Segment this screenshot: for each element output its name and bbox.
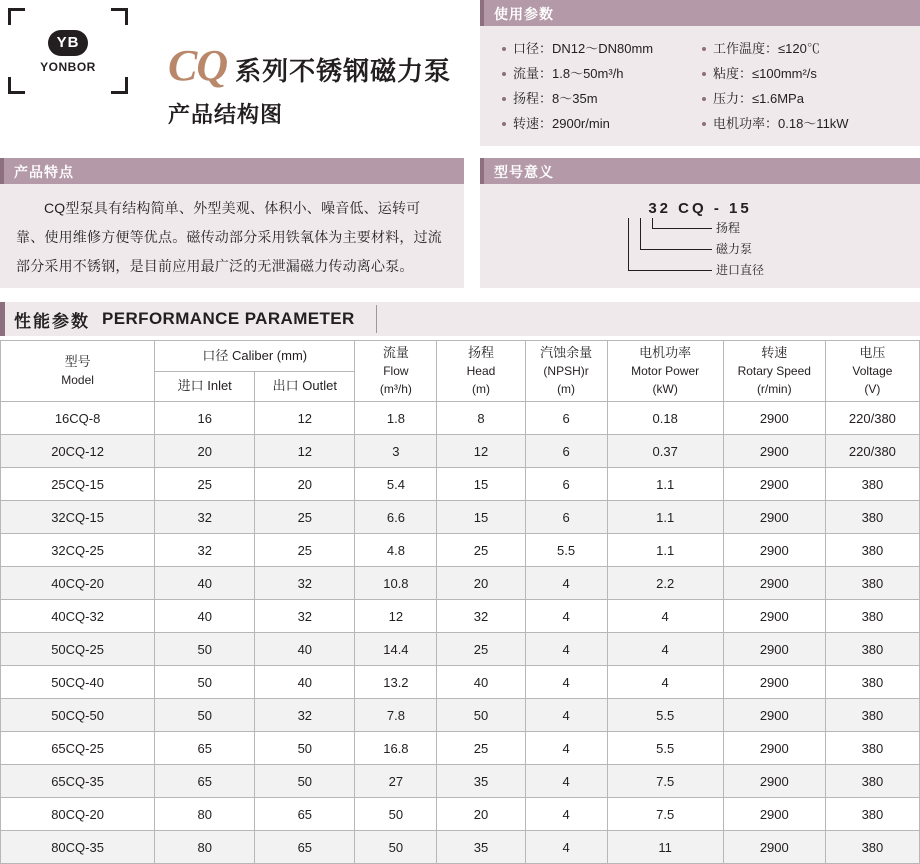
logo-corner-top-right	[111, 8, 128, 25]
usage-panel-title: 使用参数	[494, 6, 554, 22]
usage-item-text: 粘度：≤100mm²/s	[713, 66, 817, 81]
table-head	[1, 341, 920, 402]
usage-item-text: 扬程：8～35m	[513, 91, 598, 106]
leader-line-horizontal-1	[652, 228, 712, 229]
col-header-rotary-speed-unit: (r/min)	[756, 382, 792, 396]
table-cell: 25	[437, 732, 525, 765]
performance-title-cn: 性能参数	[14, 311, 90, 331]
table-row	[1, 765, 920, 798]
brand-block	[0, 0, 480, 150]
product-series-code: CQ	[168, 41, 228, 90]
cell-model: 50CQ-25	[1, 633, 155, 666]
cell-model: 20CQ-12	[1, 435, 155, 468]
logo-wordmark: YONBOR	[40, 60, 96, 74]
logo-mark-icon: YB	[48, 30, 88, 56]
col-header-head-cn: 扬程	[467, 345, 494, 360]
table-cell: 16	[155, 402, 255, 435]
usage-parameters-panel	[480, 0, 920, 146]
table-cell: 12	[255, 435, 355, 468]
middle-section	[0, 158, 920, 288]
table-cell: 40	[155, 600, 255, 633]
table-row	[1, 402, 920, 435]
table-cell: 65	[255, 798, 355, 831]
table-cell: 20	[437, 798, 525, 831]
company-logo	[8, 8, 128, 94]
table-cell: 2900	[723, 468, 825, 501]
table-row	[1, 435, 920, 468]
table-cell: 1.1	[607, 468, 723, 501]
table-cell: 14.4	[355, 633, 437, 666]
col-header-npsh-en: (NPSH)r	[543, 364, 589, 378]
cell-model: 40CQ-32	[1, 600, 155, 633]
table-cell: 6	[525, 501, 607, 534]
usage-item	[502, 61, 702, 86]
table-cell: 32	[155, 534, 255, 567]
table-cell: 380	[825, 468, 919, 501]
usage-grid	[480, 26, 920, 136]
table-cell: 4	[525, 831, 607, 864]
table-row	[1, 501, 920, 534]
table-cell: 380	[825, 798, 919, 831]
table-cell: 2900	[723, 534, 825, 567]
table-cell: 4	[525, 699, 607, 732]
usage-item-text: 电机功率：0.18～11kW	[713, 116, 849, 131]
cell-model: 32CQ-25	[1, 534, 155, 567]
col-header-flow-en: Flow	[383, 364, 409, 378]
table-row	[1, 633, 920, 666]
model-header-accent-bar	[480, 158, 484, 184]
table-cell: 32	[255, 699, 355, 732]
usage-header-accent-bar	[480, 0, 484, 26]
col-header-caliber: 口径 Caliber (mm)	[155, 341, 355, 372]
table-cell: 13.2	[355, 666, 437, 699]
table-cell: 7.5	[607, 765, 723, 798]
table-cell: 2900	[723, 666, 825, 699]
bullet-dot-icon	[502, 47, 506, 51]
table-cell: 380	[825, 699, 919, 732]
table-cell: 25	[255, 501, 355, 534]
features-panel-title: 产品特点	[14, 164, 74, 180]
table-cell: 50	[437, 699, 525, 732]
table-cell: 4.8	[355, 534, 437, 567]
table-cell: 50	[255, 765, 355, 798]
bullet-dot-icon	[702, 72, 706, 76]
col-header-voltage-en: Voltage	[852, 364, 893, 378]
col-header-flow-cn: 流量	[382, 345, 409, 360]
table-cell: 40	[255, 666, 355, 699]
col-header-rotary-speed-cn: 转速	[761, 345, 788, 360]
table-cell: 220/380	[825, 402, 919, 435]
usage-item	[702, 86, 912, 111]
cell-model: 80CQ-35	[1, 831, 155, 864]
table-cell: 2900	[723, 600, 825, 633]
bullet-dot-icon	[502, 97, 506, 101]
table-row	[1, 600, 920, 633]
table-row	[1, 699, 920, 732]
table-cell: 3	[355, 435, 437, 468]
table-cell: 1.1	[607, 534, 723, 567]
bullet-dot-icon	[502, 72, 506, 76]
cell-model: 32CQ-15	[1, 501, 155, 534]
panel-gap	[464, 158, 480, 288]
table-row	[1, 831, 920, 864]
table-cell: 380	[825, 765, 919, 798]
table-cell: 12	[255, 402, 355, 435]
table-cell: 25	[437, 633, 525, 666]
col-header-model	[1, 341, 155, 402]
table-cell: 40	[155, 567, 255, 600]
table-cell: 5.5	[607, 699, 723, 732]
cell-model: 65CQ-25	[1, 732, 155, 765]
model-code-diagram	[480, 184, 920, 288]
table-cell: 16.8	[355, 732, 437, 765]
table-cell: 4	[525, 765, 607, 798]
cell-model: 80CQ-20	[1, 798, 155, 831]
table-cell: 65	[155, 765, 255, 798]
usage-item	[702, 111, 912, 136]
table-cell: 380	[825, 732, 919, 765]
table-cell: 32	[255, 600, 355, 633]
col-header-flow	[355, 341, 437, 402]
logo-corner-bottom-right	[111, 77, 128, 94]
table-cell: 2900	[723, 765, 825, 798]
table-cell: 4	[525, 732, 607, 765]
table-cell: 4	[607, 666, 723, 699]
table-cell: 6.6	[355, 501, 437, 534]
product-title-line1	[168, 41, 452, 90]
table-cell: 380	[825, 534, 919, 567]
features-header-accent-bar	[0, 158, 4, 184]
features-panel-header	[0, 158, 464, 184]
usage-item	[502, 111, 702, 136]
table-cell: 2900	[723, 732, 825, 765]
table-cell: 2900	[723, 501, 825, 534]
table-row	[1, 534, 920, 567]
table-cell: 380	[825, 567, 919, 600]
leader-line-vertical-1	[652, 218, 653, 228]
performance-title-en: PERFORMANCE PARAMETER	[102, 309, 355, 328]
table-cell: 6	[525, 468, 607, 501]
col-header-inlet: 进口 Inlet	[155, 371, 255, 402]
table-cell: 20	[437, 567, 525, 600]
table-cell: 15	[437, 501, 525, 534]
table-cell: 50	[155, 699, 255, 732]
performance-header-divider	[376, 305, 377, 333]
table-cell: 65	[155, 732, 255, 765]
leader-line-horizontal-3	[628, 270, 712, 271]
col-header-npsh-cn: 汽蚀余量	[540, 345, 593, 360]
col-header-voltage	[825, 341, 919, 402]
leader-line-vertical-3	[628, 218, 629, 270]
product-title	[168, 41, 452, 129]
table-cell: 15	[437, 468, 525, 501]
table-cell: 50	[155, 666, 255, 699]
product-title-cn: 系列不锈钢磁力泵	[235, 56, 452, 86]
model-label: 磁力泵	[716, 242, 753, 256]
usage-item	[702, 61, 912, 86]
table-body	[1, 402, 920, 864]
table-cell: 4	[607, 600, 723, 633]
table-cell: 0.37	[607, 435, 723, 468]
cell-model: 50CQ-50	[1, 699, 155, 732]
usage-item	[502, 86, 702, 111]
table-cell: 2900	[723, 633, 825, 666]
col-header-head	[437, 341, 525, 402]
usage-column-left	[502, 36, 702, 136]
table-cell: 35	[437, 831, 525, 864]
col-header-npsh-unit: (m)	[557, 382, 576, 396]
table-cell: 25	[437, 534, 525, 567]
usage-item-text: 转速：2900r/min	[513, 116, 610, 131]
table-cell: 2900	[723, 402, 825, 435]
table-cell: 2900	[723, 435, 825, 468]
bullet-dot-icon	[502, 122, 506, 126]
table-cell: 32	[255, 567, 355, 600]
table-cell: 25	[255, 534, 355, 567]
table-cell: 4	[525, 798, 607, 831]
table-cell: 10.8	[355, 567, 437, 600]
cell-model: 25CQ-15	[1, 468, 155, 501]
table-cell: 2900	[723, 831, 825, 864]
col-header-motor-power	[607, 341, 723, 402]
usage-item	[702, 36, 912, 61]
table-cell: 50	[355, 831, 437, 864]
leader-line-vertical-2	[640, 218, 641, 249]
bullet-dot-icon	[702, 47, 706, 51]
table-cell: 2900	[723, 798, 825, 831]
table-cell: 27	[355, 765, 437, 798]
table-cell: 380	[825, 666, 919, 699]
table-cell: 1.8	[355, 402, 437, 435]
usage-item	[502, 36, 702, 61]
header-section	[0, 0, 920, 150]
usage-column-right	[702, 36, 912, 136]
table-cell: 40	[437, 666, 525, 699]
usage-item-text: 压力：≤1.6MPa	[713, 91, 804, 106]
table-cell: 50	[255, 732, 355, 765]
model-code-text: 32 CQ - 15	[648, 200, 752, 217]
model-panel-title: 型号意义	[494, 164, 554, 180]
table-cell: 20	[155, 435, 255, 468]
table-cell: 32	[437, 600, 525, 633]
performance-table	[0, 340, 920, 864]
table-cell: 80	[155, 798, 255, 831]
col-header-motor-power-unit: (kW)	[652, 382, 678, 396]
model-label: 扬程	[716, 221, 741, 235]
product-subtitle: 产品结构图	[168, 102, 284, 127]
table-cell: 2900	[723, 567, 825, 600]
table-cell: 80	[155, 831, 255, 864]
table-row	[1, 567, 920, 600]
table-cell: 65	[255, 831, 355, 864]
table-cell: 380	[825, 633, 919, 666]
model-label: 进口直径	[716, 263, 765, 277]
col-header-voltage-unit: (V)	[864, 382, 881, 396]
table-cell: 380	[825, 501, 919, 534]
table-cell: 40	[255, 633, 355, 666]
col-header-rotary-speed-en: Rotary Speed	[737, 364, 811, 378]
features-panel	[0, 158, 464, 288]
table-header-row-1	[1, 341, 920, 372]
table-row	[1, 666, 920, 699]
features-body-text: CQ型泵具有结构简单、外型美观、体积小、噪音低、运转可靠、使用维修方便等优点。磁传动部分采用铁氧体为主要材料，过流部分采用不锈钢，是目前应用最广泛的无泄漏磁力传动离心泵。	[16, 200, 442, 274]
table-row	[1, 468, 920, 501]
usage-item-text: 工作温度：≤120℃	[713, 41, 820, 56]
usage-panel-header	[480, 0, 920, 26]
table-cell: 220/380	[825, 435, 919, 468]
table-cell: 1.1	[607, 501, 723, 534]
usage-item-text: 流量：1.8～50m³/h	[513, 66, 624, 81]
table-cell: 32	[155, 501, 255, 534]
cell-model: 16CQ-8	[1, 402, 155, 435]
table-cell: 5.4	[355, 468, 437, 501]
table-cell: 4	[525, 567, 607, 600]
table-cell: 25	[155, 468, 255, 501]
model-label-list	[716, 218, 764, 281]
performance-section-header	[0, 302, 920, 336]
col-header-npsh	[525, 341, 607, 402]
logo-corner-top-left	[8, 8, 25, 25]
logo-corner-bottom-left	[8, 77, 25, 94]
col-header-model-en: Model	[61, 373, 94, 387]
table-cell: 4	[607, 633, 723, 666]
col-header-flow-unit: (m³/h)	[379, 382, 412, 396]
col-header-motor-power-en: Motor Power	[631, 364, 700, 378]
table-cell: 35	[437, 765, 525, 798]
table-row	[1, 732, 920, 765]
table-cell: 380	[825, 831, 919, 864]
table-cell: 4	[525, 600, 607, 633]
table-cell: 0.18	[607, 402, 723, 435]
bullet-dot-icon	[702, 122, 706, 126]
table-cell: 5.5	[525, 534, 607, 567]
model-meaning-panel	[480, 158, 920, 288]
model-panel-header	[480, 158, 920, 184]
bullet-dot-icon	[702, 97, 706, 101]
table-cell: 4	[525, 666, 607, 699]
table-cell: 11	[607, 831, 723, 864]
table-cell: 12	[437, 435, 525, 468]
col-header-outlet: 出口 Outlet	[255, 371, 355, 402]
performance-accent-bar	[0, 302, 5, 336]
col-header-model-cn: 型号	[64, 354, 91, 369]
table-cell: 20	[255, 468, 355, 501]
cell-model: 50CQ-40	[1, 666, 155, 699]
col-header-head-unit: (m)	[471, 382, 490, 396]
leader-line-horizontal-2	[640, 249, 712, 250]
table-cell: 6	[525, 435, 607, 468]
col-header-head-en: Head	[466, 364, 496, 378]
table-cell: 4	[525, 633, 607, 666]
table-row	[1, 798, 920, 831]
table-cell: 2900	[723, 699, 825, 732]
cell-model: 65CQ-35	[1, 765, 155, 798]
table-cell: 5.5	[607, 732, 723, 765]
col-header-motor-power-cn: 电机功率	[639, 345, 692, 360]
table-cell: 2.2	[607, 567, 723, 600]
col-header-voltage-cn: 电压	[859, 345, 886, 360]
table-cell: 7.8	[355, 699, 437, 732]
table-cell: 6	[525, 402, 607, 435]
table-cell: 7.5	[607, 798, 723, 831]
col-header-rotary-speed	[723, 341, 825, 402]
table-cell: 50	[355, 798, 437, 831]
table-cell: 8	[437, 402, 525, 435]
table-cell: 12	[355, 600, 437, 633]
usage-item-text: 口径：DN12～DN80mm	[513, 41, 654, 56]
table-cell: 50	[155, 633, 255, 666]
table-cell: 380	[825, 600, 919, 633]
cell-model: 40CQ-20	[1, 567, 155, 600]
